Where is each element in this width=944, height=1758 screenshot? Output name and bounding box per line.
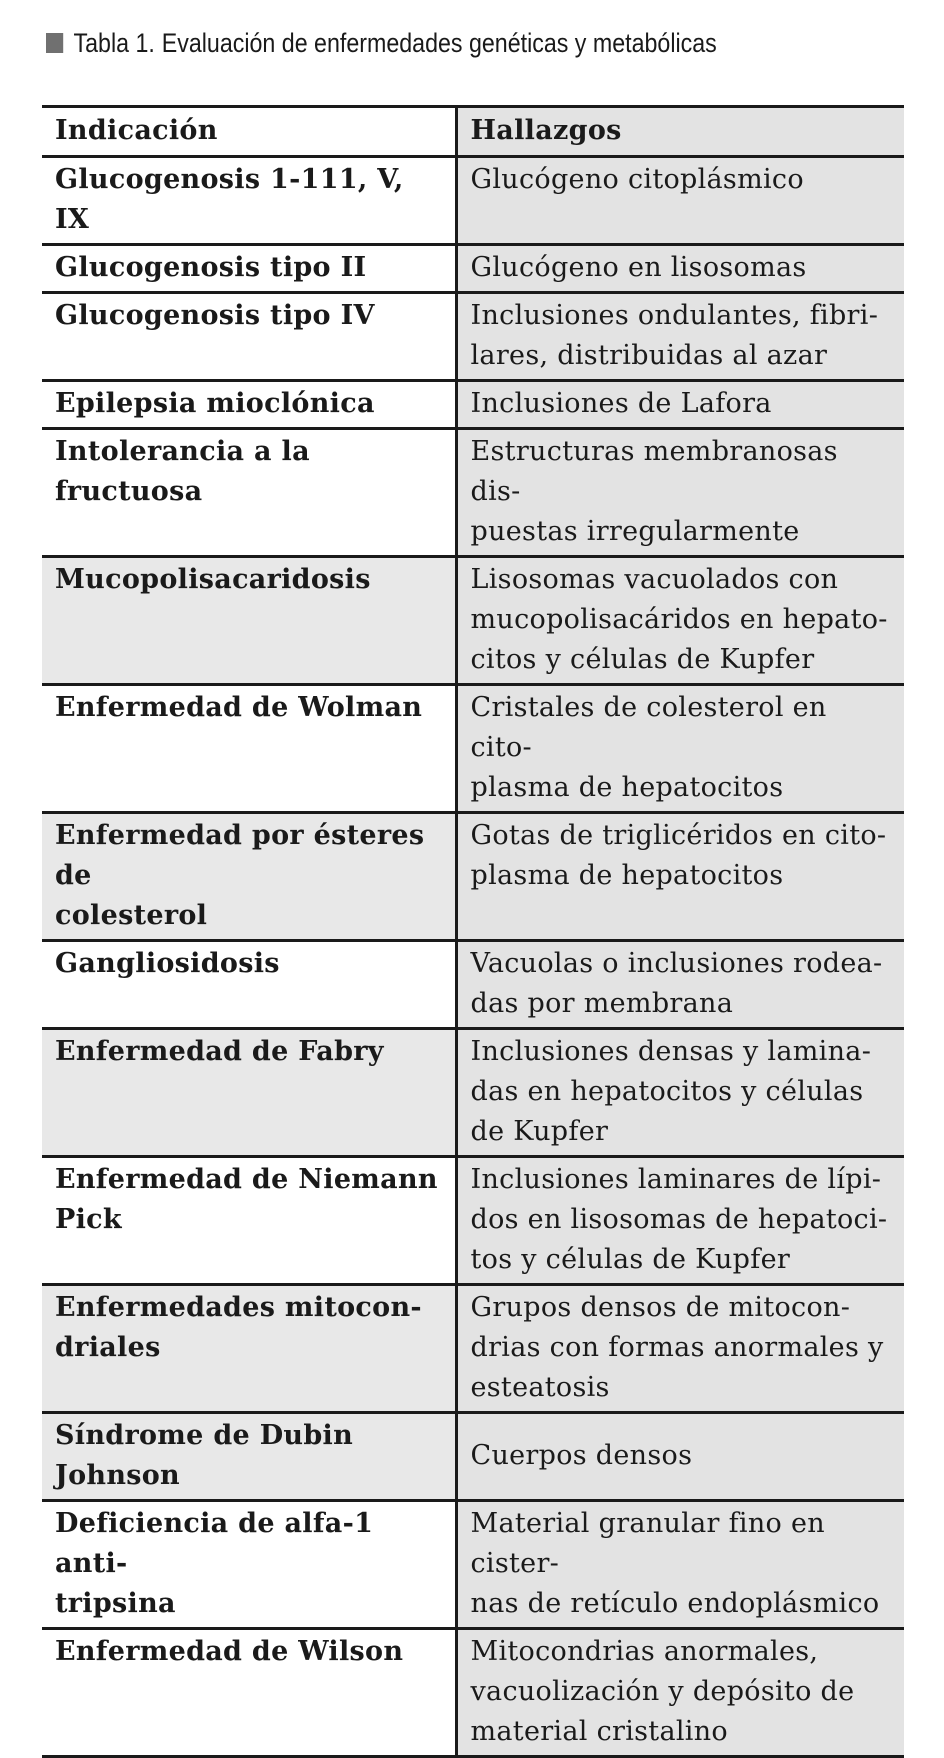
indicacion-cell: Glucogenosis tipo II — [42, 245, 456, 293]
hallazgos-cell: Grupos densos de mitocon- drias con formas anormales y esteatosis — [456, 1285, 904, 1413]
hallazgos-cell: Inclusiones de Lafora — [456, 381, 904, 429]
table-row — [42, 1285, 904, 1413]
indicacion-cell: Mucopolisacaridosis — [42, 557, 456, 685]
table-row — [42, 429, 904, 557]
hallazgos-cell: Cristales de colesterol en cito- plasma de hepatocitos — [456, 685, 904, 813]
table-row — [42, 157, 904, 245]
hallazgos-cell: Material granular fino en cister- nas de retículo endoplásmico — [456, 1501, 904, 1629]
header-indicacion: Indicación — [42, 107, 456, 157]
table-row — [42, 293, 904, 381]
hallazgos-cell: Glucógeno citoplásmico — [456, 157, 904, 245]
table-row — [42, 1029, 904, 1157]
table-row — [42, 813, 904, 941]
indicacion-cell: Glucogenosis tipo IV — [42, 293, 456, 381]
hallazgos-cell: Glucógeno en lisosomas — [456, 245, 904, 293]
indicacion-cell: Síndrome de Dubin Johnson — [42, 1413, 456, 1501]
table-row — [42, 1629, 904, 1757]
indicacion-cell: Enfermedades mitocon- driales — [42, 1285, 456, 1413]
caption-label: Tabla 1. — [73, 27, 155, 58]
hallazgos-cell: Gotas de triglicéridos en cito- plasma de hepatocitos — [456, 813, 904, 941]
diseases-table — [42, 105, 904, 1758]
indicacion-cell: Enfermedad de Niemann Pick — [42, 1157, 456, 1285]
hallazgos-cell: Inclusiones ondulantes, fibri- lares, distribuidas al azar — [456, 293, 904, 381]
hallazgos-cell: Lisosomas vacuolados con mucopolisacáridos en hepato- citos y células de Kupfer — [456, 557, 904, 685]
indicacion-cell: Epilepsia mioclónica — [42, 381, 456, 429]
indicacion-cell: Enfermedad por ésteres de colesterol — [42, 813, 456, 941]
hallazgos-cell: Vacuolas o inclusiones rodea- das por membrana — [456, 941, 904, 1029]
hallazgos-cell: Cuerpos densos — [456, 1413, 904, 1501]
table-header-row — [42, 107, 904, 157]
table-row — [42, 245, 904, 293]
caption-square-icon — [46, 33, 63, 53]
table-row — [42, 1501, 904, 1629]
table-row — [42, 381, 904, 429]
indicacion-cell: Gangliosidosis — [42, 941, 456, 1029]
hallazgos-cell: Mitocondrias anormales, vacuolización y depósito de material cristalino — [456, 1629, 904, 1757]
table-caption — [46, 26, 717, 60]
table-row — [42, 941, 904, 1029]
indicacion-cell: Enfermedad de Wolman — [42, 685, 456, 813]
header-hallazgos: Hallazgos — [456, 107, 904, 157]
table-row — [42, 1413, 904, 1501]
caption-title: Evaluación de enfermedades genéticas y metabólicas — [161, 27, 717, 58]
indicacion-cell: Enfermedad de Fabry — [42, 1029, 456, 1157]
indicacion-cell: Intolerancia a la fructuosa — [42, 429, 456, 557]
hallazgos-cell: Inclusiones densas y lamina- das en hepatocitos y células de Kupfer — [456, 1029, 904, 1157]
indicacion-cell: Enfermedad de Wilson — [42, 1629, 456, 1757]
table-row — [42, 557, 904, 685]
indicacion-cell: Glucogenosis 1-111, V, IX — [42, 157, 456, 245]
indicacion-cell: Deficiencia de alfa-1 anti- tripsina — [42, 1501, 456, 1629]
table-row — [42, 1157, 904, 1285]
hallazgos-cell: Estructuras membranosas dis- puestas irregularmente — [456, 429, 904, 557]
hallazgos-cell: Inclusiones laminares de lípi- dos en lisosomas de hepatoci- tos y células de Kupfer — [456, 1157, 904, 1285]
table-row — [42, 685, 904, 813]
